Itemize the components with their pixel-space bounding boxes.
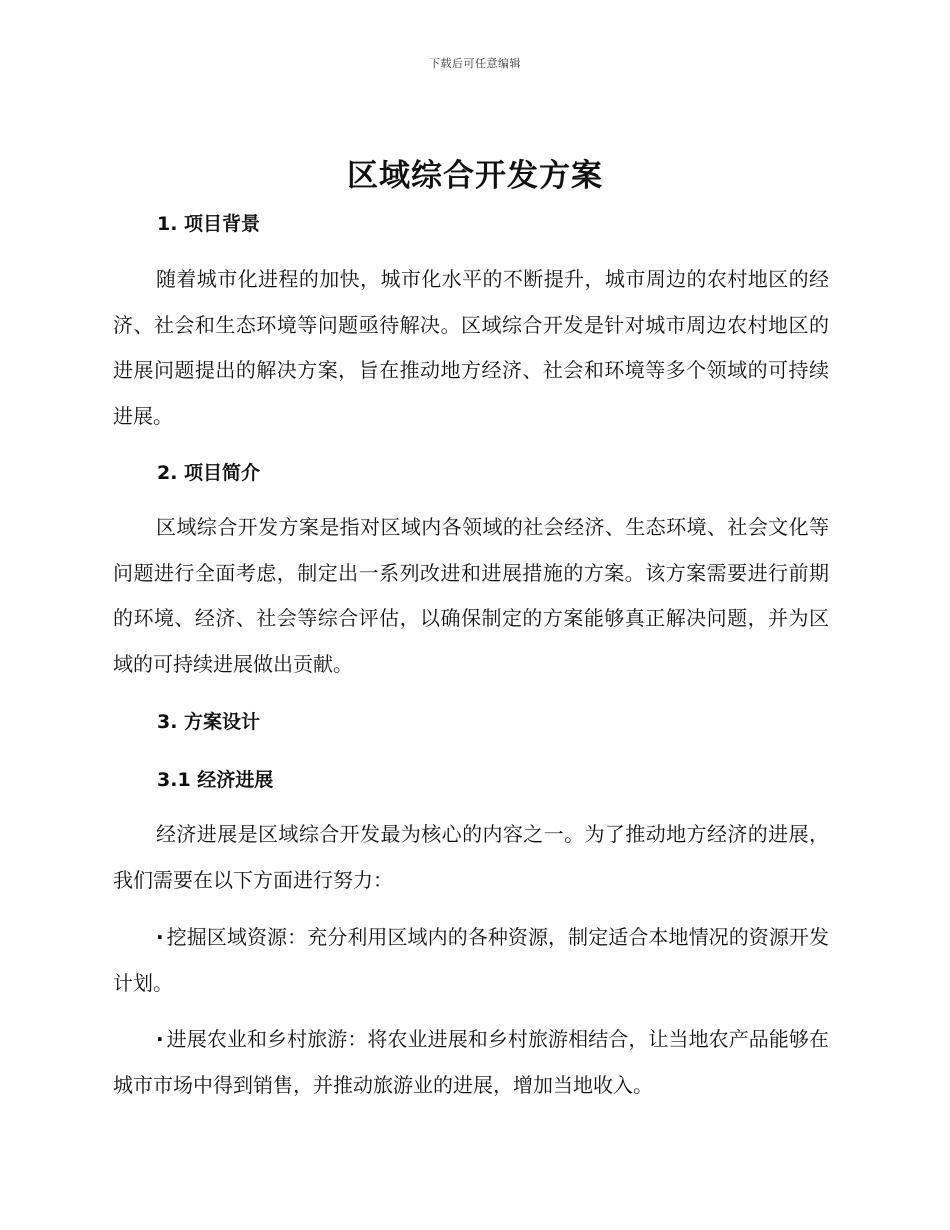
- section-2-heading: 2. 项目简介: [157, 462, 261, 484]
- section-1-heading: 1. 项目背景: [157, 213, 261, 235]
- bullet-text: 挖掘区域资源：充分利用区域内的各种资源，制定适合本地情况的资源开发计划。: [113, 925, 829, 995]
- bullet-item: [113, 1017, 829, 1108]
- section-2-paragraph: 区域综合开发方案是指对区域内各领域的社会经济、生态环境、社会文化等问题进行全面考虑，制定出一系列改进和进展措施的方案。该方案需要进行前期的环境、经济、社会等综合评估，以确保制定的方案能够真正解决问题，并为区域的可持续进展做出贡献。: [113, 515, 829, 676]
- bullet-marker: ·: [156, 925, 164, 949]
- section-3-heading: 3. 方案设计: [157, 711, 261, 733]
- header-note: 下载后可任意编辑: [429, 57, 521, 70]
- bullet-item: [113, 915, 829, 1006]
- document-title: 区域综合开发方案: [347, 158, 603, 194]
- section-3-1-paragraph: 经济进展是区域综合开发最为核心的内容之一。为了推动地方经济的进展，我们需要在以下方面进行努力：: [113, 822, 829, 892]
- section-1-paragraph: 随着城市化进程的加快，城市化水平的不断提升，城市周边的农村地区的经济、社会和生态环境等问题亟待解决。区域综合开发是针对城市周边农村地区的进展问题提出的解决方案，旨在推动地方经济、社会和环境等多个领域的可持续进展。: [113, 267, 829, 428]
- bullet-marker: ·: [156, 1027, 164, 1051]
- section-3-1-heading: 3.1 经济进展: [157, 769, 274, 791]
- bullet-text: 进展农业和乡村旅游：将农业进展和乡村旅游相结合，让当地农产品能够在城市市场中得到销售，并推动旅游业的进展，增加当地收入。: [113, 1027, 829, 1097]
